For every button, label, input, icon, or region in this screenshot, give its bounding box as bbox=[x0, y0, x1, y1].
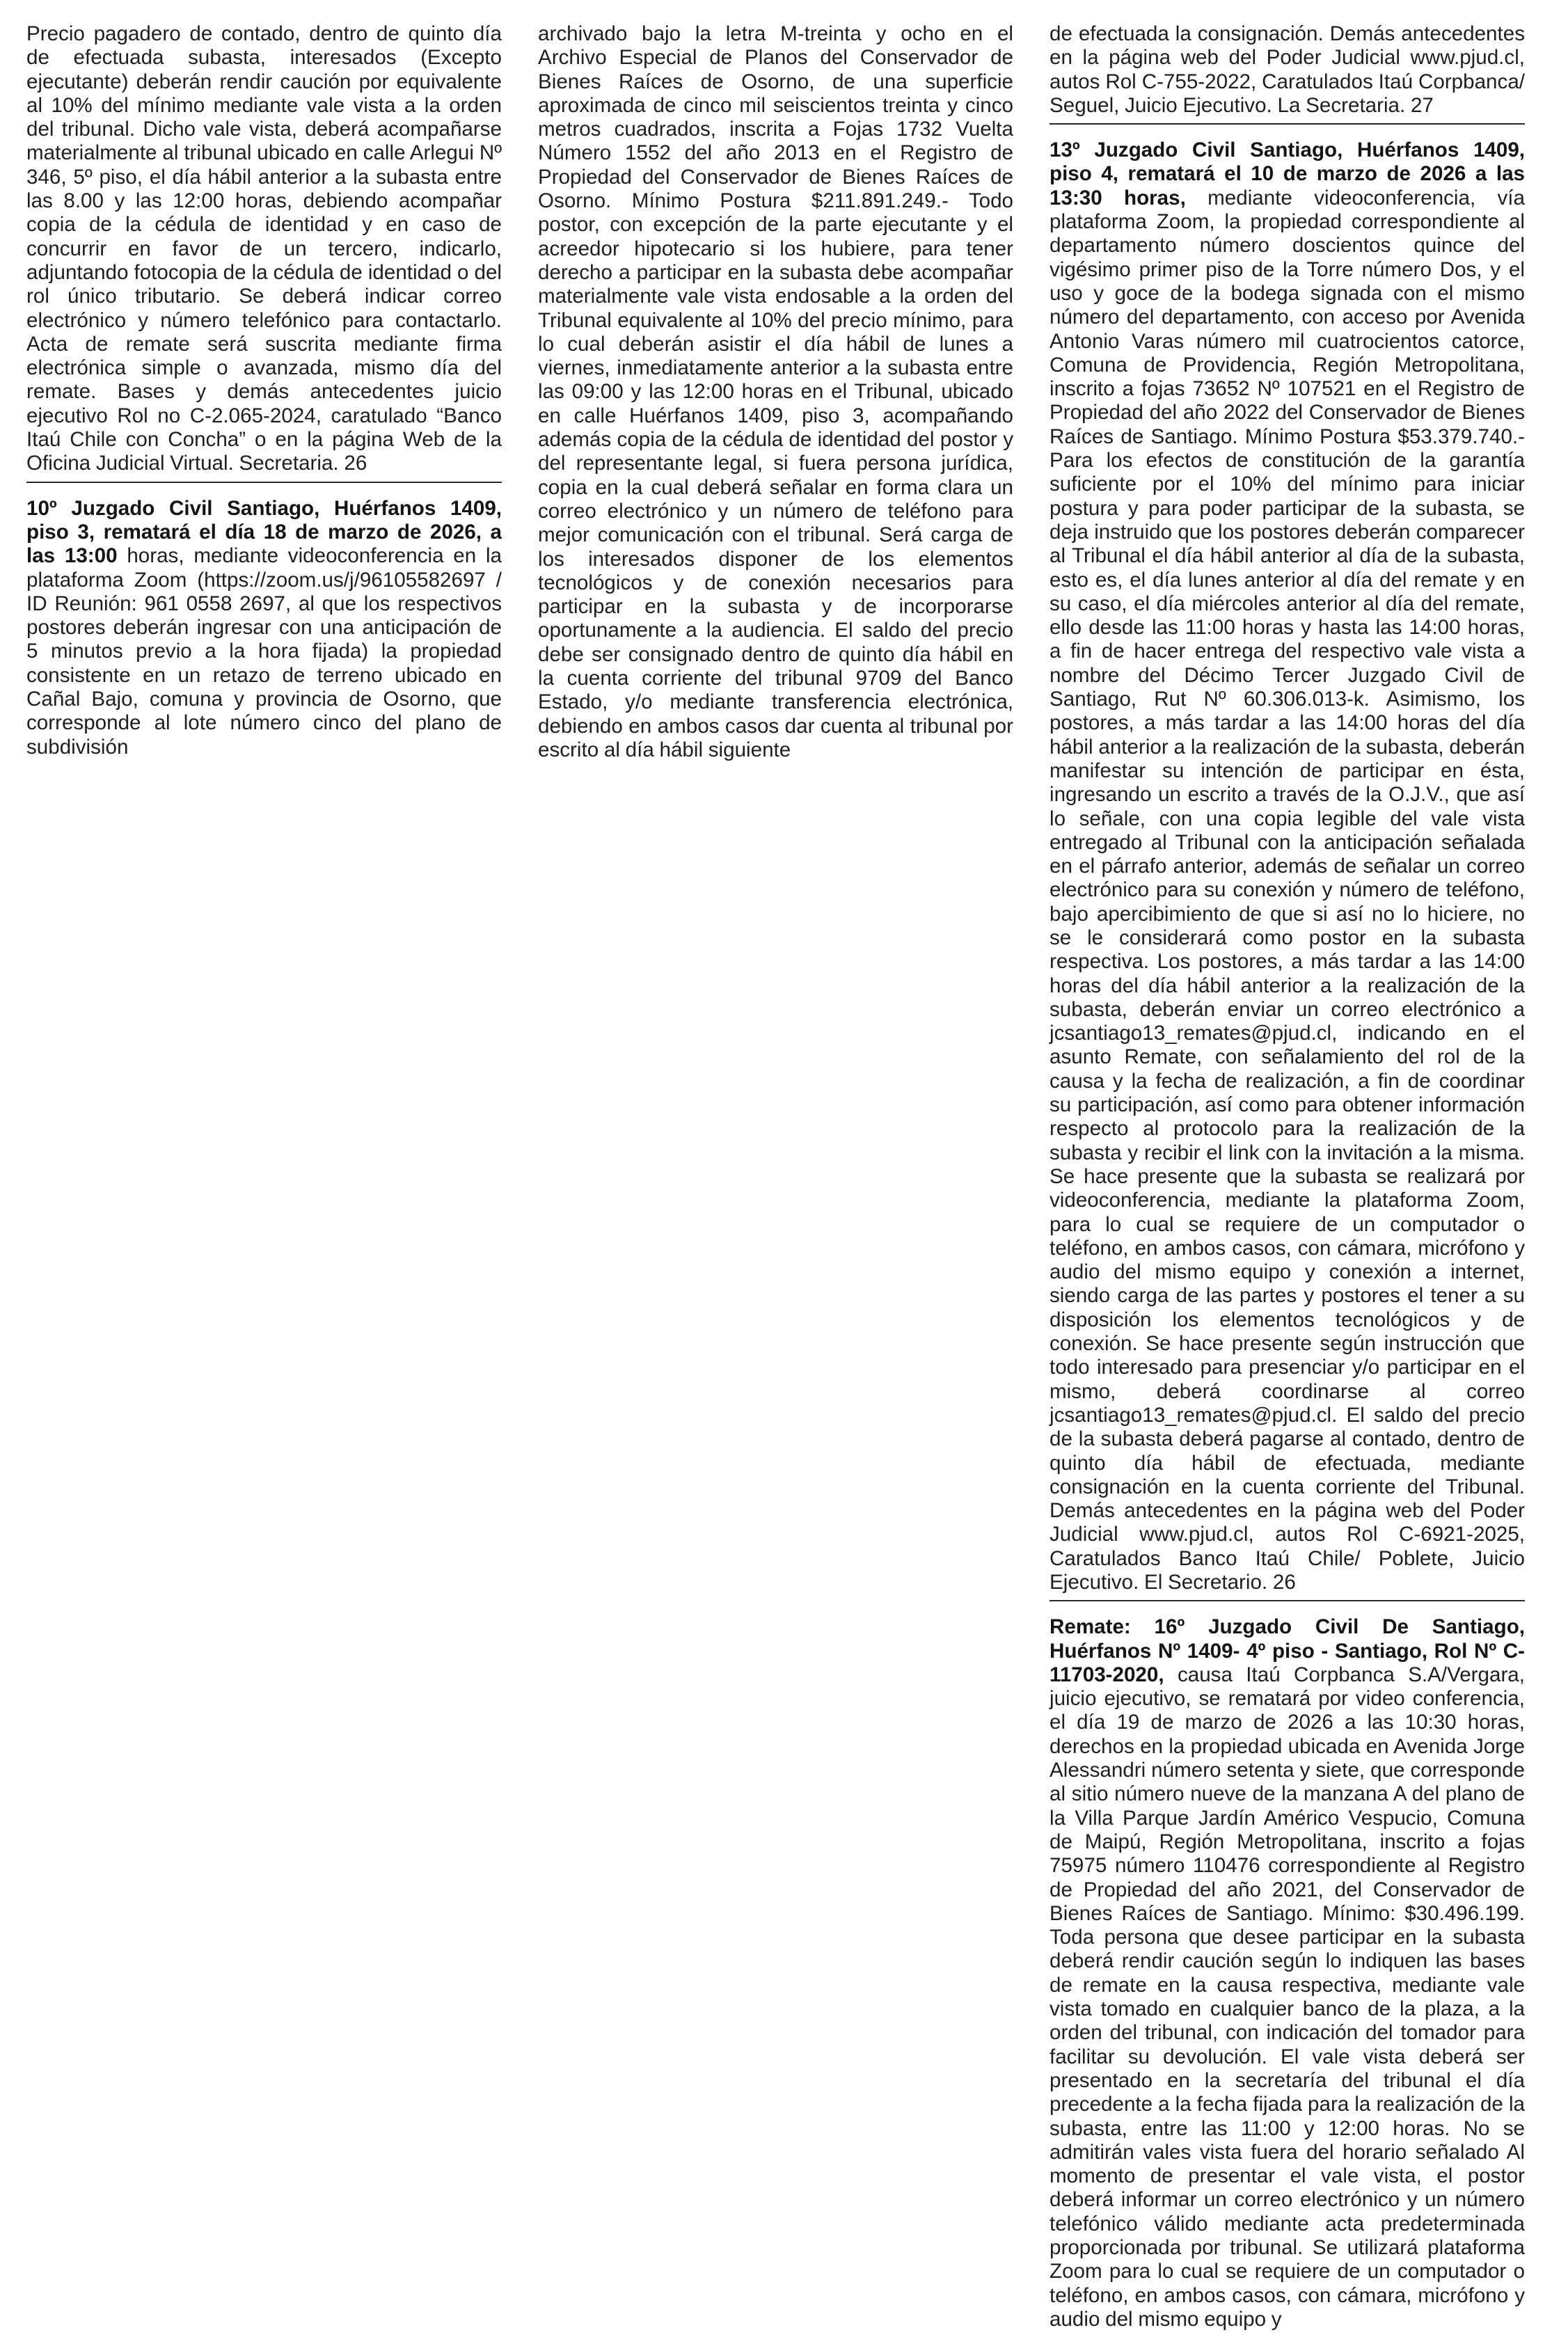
notice-text bbox=[26, 497, 502, 759]
notice-body: de efectuada la consignación. Demás antecedentes en la página web del Poder Judicial www.pjud.cl, autos Rol C-755-2022, Caratulados Itaú Corpbanca/ Seguel, Juicio Ejecutivo. La Secretaria. 27 bbox=[1050, 22, 1525, 117]
notice-text bbox=[1050, 138, 1525, 1594]
notice-continuation-arlegui bbox=[26, 22, 502, 482]
column-left bbox=[26, 22, 502, 2249]
notice-continuation-seguel bbox=[1050, 22, 1525, 123]
notice-body: mediante videoconferencia, vía plataforma Zoom, la propiedad correspondiente al departamento número doscientos quince del vigésimo primer piso de la Torre número Dos, y el uso y goce de la bodega signada con el mismo número del departamento, con acceso por Avenida Antonio Varas número mil cuatrocientos catorce, Comuna de Providencia, Región Metropolitana, inscrito a fojas 73652 Nº 107521 en el Registro de Propiedad del año 2022 del Conservador de Bienes Raíces de Santiago. Mínimo Postura $53.379.740.- Para los efectos de constitución de la garantía suficiente por el 10% del mínimo para iniciar postura y para poder participar de la subasta, se deja instruido que los postores deberán comparecer al Tribunal el día hábil anterior al día de la subasta, esto es, el día lunes anterior al día del remate y en su caso, el día miércoles anterior al día del remate, ello desde las 11:00 horas y hasta las 14:00 horas, a fin de hacer entrega del respectivo vale vista a nombre del Décimo Tercer Juzgado Civil de Santiago, Rut Nº 60.306.013-k. Asimismo, los postores, a más tardar a las 14:00 horas del día hábil anterior a la realización de la subasta, deberán manifestar su intención de participar en ésta, ingresando un escrito a través de la O.J.V., que así lo señale, con una copia legible del vale vista entregado al Tribunal con la anticipación señalada en el párrafo anterior, además de señalar un correo electrónico para su conexión y número de teléfono, bajo apercibimiento de que si así no lo hiciere, no se le considerará como postor en la subasta respectiva. Los postores, a más tardar a las 14:00 horas del día hábil anterior a la realización de la subasta, deberán enviar un correo electrónico a jcsantiago13_remates@pjud.cl, indicando en el asunto Remate, con señalamiento del rol de la causa y la fecha de realización, a fin de coordinar su participación, así como para obtener información respecto al protocolo para la realización de la subasta y recibir el link con la invitación a la misma. Se hace presente que la subasta se realizará por videoconferencia, mediante la plataforma Zoom, para lo cual se requiere de un computador o teléfono, en ambos casos, con cámara, micrófono y audio del mismo equipo y conexión a internet, siendo carga de las partes y postores el tener a su disposición los elementos tecnológicos y de conexión. Se hace presente según instrucción que todo interesado para presenciar y/o participar en el mismo, deberá coordinarse al correo jcsantiago13_remates@pjud.cl. El saldo del precio de la subasta deberá pagarse al contado, dentro de quinto día hábil de efectuada, mediante consignación en la cuenta corriente del Tribunal. Demás antecedentes en la página web del Poder Judicial www.pjud.cl, autos Rol C-6921-2025, Caratulados Banco Itaú Chile/ Poblete, Juicio Ejecutivo. El Secretario. 26 bbox=[1050, 186, 1525, 1594]
notice-text bbox=[26, 22, 502, 476]
notice-13-juzgado-civil bbox=[1050, 123, 1525, 1600]
column-right bbox=[1050, 22, 1525, 2331]
notice-16-juzgado-civil bbox=[1050, 1600, 1525, 2337]
notice-text bbox=[538, 22, 1013, 762]
notice-body: causa Itaú Corpbanca S.A/Vergara, juicio ejecutivo, se rematará por video conferencia, el día 19 de marzo de 2026 a las 10:30 horas, derechos en la propiedad ubicada en Avenida Jorge Alessandri número setenta y siete, que corresponde al sitio número nueve de la manzana A del plano de la Villa Parque Jardín Américo Vespucio, Comuna de Maipú, Región Metropolitana, inscrito a fojas 75975 número 110476 correspondiente al Registro de Propiedad del año 2021, del Conservador de Bienes Raíces de Santiago. Mínimo: $30.496.199. Toda persona que desee participar en la subasta deberá rendir caución según lo indiquen las bases de remate en la causa respectiva, mediante vale vista tomado en cualquier banco de la plaza, a la orden del tribunal, con indicación del tomador para facilitar su devolución. El vale vista deberá ser presentado en la secretaría del tribunal el día precedente a la fecha fijada para la realización de la subasta, entre las 11:00 y 12:00 horas. No se admitirán vales vista fuera del horario señalado Al momento de presentar el vale vista, el postor deberá informar un correo electrónico y un número telefónico válido mediante acta predeterminada proporcionada por tribunal. Se utilizará plataforma Zoom para lo cual se requiere de un computador o teléfono, en ambos casos, con cámara, micrófono y audio del mismo equipo y bbox=[1050, 1663, 1525, 2331]
notice-heading: 10º Juzgado Civil Santiago, Huérfanos 1409, piso 3, rematará el día 18 de marzo de 2026, a las 13:00 bbox=[26, 496, 502, 568]
notice-body: archivado bajo la letra M-treinta y ocho en el Archivo Especial de Planos del Conservador de Bienes Raíces de Osorno, de una superficie aproximada de cinco mil seiscientos treinta y cinco metros cuadrados, inscrita a Fojas 1732 Vuelta Número 1552 del año 2013 en el Registro de Propiedad del Conservador de Bienes Raíces de Osorno. Mínimo Postura $211.891.249.- Todo postor, con excepción de la parte ejecutante y el acreedor hipotecario si los hubiere, para tener derecho a participar en la subasta debe acompañar materialmente vale vista endosable a la orden del Tribunal equivalente al 10% del precio mínimo, para lo cual deberán asistir el día hábil de lunes a viernes, inmediatamente anterior a la subasta entre las 09:00 y las 12:00 horas en el Tribunal, ubicado en calle Huérfanos 1409, piso 3, acompañando además copia de la cédula de identidad del postor y del representante legal, si fuera persona jurídica, copia en la cual deberá señalar en forma clara un correo electrónico y un número de teléfono para mejor comunicación con el tribunal. Será carga de los interesados disponer de los elementos tecnológicos y de conexión necesarios para participar en la subasta y de incorporarse oportunamente a la audiencia. El saldo del precio debe ser consignado dentro de quinto día hábil en la cuenta corriente del tribunal 9709 del Banco Estado, y/o mediante transferencia electrónica, debiendo en ambos casos dar cuenta al tribunal por escrito al día hábil siguiente bbox=[538, 22, 1013, 761]
notice-text bbox=[1050, 22, 1525, 118]
notice-heading: Remate: 16º Juzgado Civil De Santiago, Huérfanos Nº 1409- 4º piso - Santiago, Rol Nº C-11703-2020, bbox=[1050, 1615, 1525, 1686]
notice-body: Precio pagadero de contado, dentro de quinto día de efectuada subasta, interesados (Excepto ejecutante) deberán rendir caución por equivalente al 10% del mínimo mediante vale vista a la orden del tribunal. Dicho vale vista, deberá acompañarse materialmente al tribunal ubicado en calle Arlegui Nº 346, 5º piso, el día hábil anterior a la subasta entre las 8.00 y las 12:00 horas, debiendo acompañar copia de la cédula de identidad y en caso de concurrir en favor de un tercero, indicarlo, adjuntando fotocopia de la cédula de identidad o del rol único tributario. Se deberá indicar correo electrónico y número telefónico para contactarlo. Acta de remate será suscrita mediante firma electrónica simple o avanzada, mismo día del remate. Bases y demás antecedentes juicio ejecutivo Rol no C-2.065-2024, caratulado “Banco Itaú Chile con Concha” o en la página Web de la Oficina Judicial Virtual. Secretaria. 26 bbox=[26, 22, 502, 475]
notice-continuation-osorno bbox=[538, 22, 1013, 768]
column-middle bbox=[538, 22, 1013, 2249]
notice-10-juzgado-civil bbox=[26, 482, 502, 765]
notice-heading: 13º Juzgado Civil Santiago, Huérfanos 1409, piso 4, rematará el 10 de marzo de 2026 a las 13:30 horas, bbox=[1050, 138, 1525, 209]
notice-body: horas, mediante videoconferencia en la plataforma Zoom (https://zoom.us/j/96105582697 / ID Reunión: 961 0558 2697, al que los respectivos postores deberán ingresar con una anticipación de 5 minutos previo a la hora fijada) la propiedad consistente en un retazo de terreno ubicado en Cañal Bajo, comuna y provincia de Osorno, que corresponde al lote número cinco del plano de subdivisión bbox=[26, 544, 502, 759]
notice-text bbox=[1050, 1615, 1525, 2331]
